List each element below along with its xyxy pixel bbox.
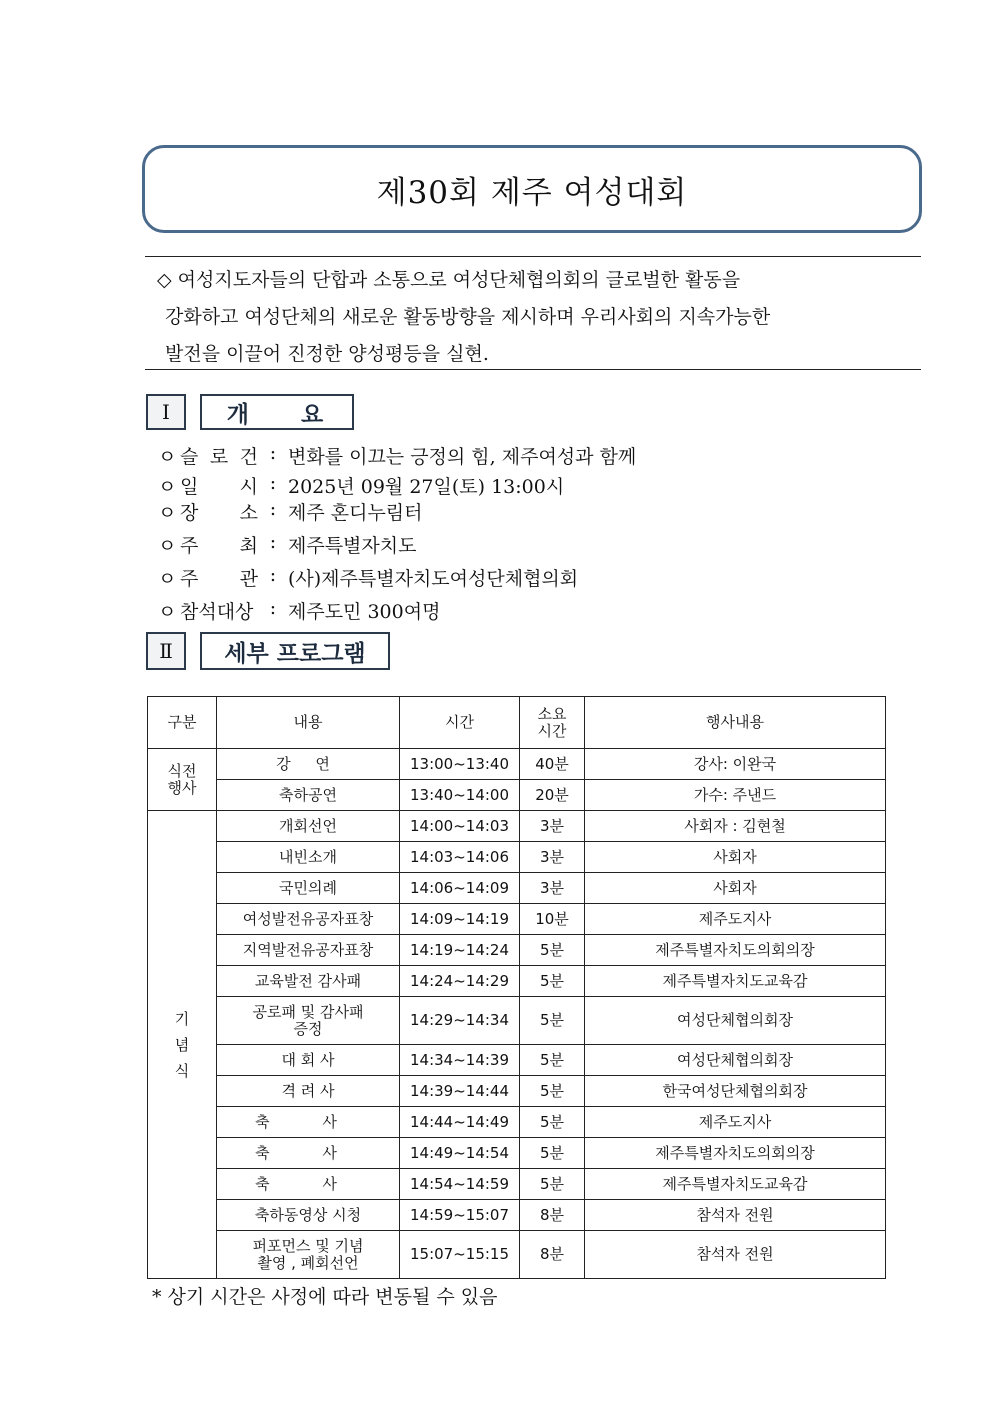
overview-value: 제주 혼디누림터: [288, 502, 423, 524]
table-row: [148, 904, 886, 935]
bullet: ㅇ: [158, 476, 177, 498]
section-1-heading: [146, 394, 354, 430]
colon: :: [269, 442, 277, 464]
header-time: 시간: [400, 697, 520, 749]
row-content: [217, 997, 400, 1045]
group-label-line: 식전: [167, 761, 197, 780]
row-duration: 40분: [520, 749, 585, 780]
row-content-line: 퍼포먼스 및 기념: [252, 1236, 364, 1255]
row-content-line: 촬영 , 폐회선언: [257, 1253, 359, 1272]
row-content: 교육발전 감사패: [217, 966, 400, 997]
overview-item-attendees: [158, 597, 440, 624]
table-row: [148, 966, 886, 997]
header-duration-line: 시간: [537, 721, 567, 740]
bullet: ㅇ: [158, 535, 177, 557]
table-row: [148, 873, 886, 904]
row-time: 14:34~14:39: [400, 1045, 520, 1076]
overview-item-slogan: [158, 442, 636, 469]
row-duration: 5분: [520, 1138, 585, 1169]
table-row: [148, 1138, 886, 1169]
overview-value: 변화를 이끄는 긍정의 힘, 제주여성과 함께: [288, 446, 637, 468]
label-char: 주: [180, 535, 199, 557]
row-duration: 3분: [520, 842, 585, 873]
intro-box: [145, 256, 921, 370]
label-char: 소: [239, 502, 258, 524]
row-content: 격 려 사: [217, 1076, 400, 1107]
row-duration: 8분: [520, 1231, 585, 1279]
label-char: 관: [239, 568, 258, 590]
row-time: 14:19~14:24: [400, 935, 520, 966]
row-content: 대 회 사: [217, 1045, 400, 1076]
group-label-line: 기: [174, 1009, 190, 1028]
label-text: 참석대상: [180, 601, 254, 623]
page-title: 제30회 제주 여성대회: [376, 174, 688, 211]
row-detail: 사회자: [585, 873, 886, 904]
row-detail: 참석자 전원: [585, 1200, 886, 1231]
row-time: 14:39~14:44: [400, 1076, 520, 1107]
row-time: 14:06~14:09: [400, 873, 520, 904]
bullet: ㅇ: [158, 601, 177, 623]
section-1-number: Ⅰ: [146, 394, 186, 430]
row-detail: 제주도지사: [585, 1107, 886, 1138]
header-duration-line: 소요: [537, 704, 567, 723]
row-duration: 5분: [520, 997, 585, 1045]
bullet: ㅇ: [158, 568, 177, 590]
overview-item-venue: [158, 498, 423, 525]
title-box: [142, 145, 922, 233]
row-content-line: 증정: [293, 1019, 323, 1038]
row-detail: 제주도지사: [585, 904, 886, 935]
label-char: 주: [180, 568, 199, 590]
overview-value: 2025년 09월 27일(토) 13:00시: [288, 476, 565, 498]
group-label-line: 식: [174, 1061, 190, 1080]
row-time: 13:00~13:40: [400, 749, 520, 780]
row-content: [217, 1231, 400, 1279]
header-content: 내용: [217, 697, 400, 749]
row-detail: 제주특별자치도의회의장: [585, 935, 886, 966]
table-row: [148, 1107, 886, 1138]
row-time: 14:24~14:29: [400, 966, 520, 997]
row-content: 개회선언: [217, 811, 400, 842]
intro-line-2: 강화하고 여성단체의 새로운 활동방향을 제시하며 우리사회의 지속가능한: [165, 306, 771, 328]
row-content: 축하동영상 시청: [217, 1200, 400, 1231]
group-label-line: 행사: [167, 778, 197, 797]
row-duration: 10분: [520, 904, 585, 935]
row-duration: 5분: [520, 1169, 585, 1200]
row-time: 14:09~14:19: [400, 904, 520, 935]
row-detail: 여성단체협의회장: [585, 1045, 886, 1076]
table-row: [148, 780, 886, 811]
row-detail: 가수: 주낸드: [585, 780, 886, 811]
row-time: 14:00~14:03: [400, 811, 520, 842]
row-content: 여성발전유공자표창: [217, 904, 400, 935]
row-content: 축 사: [217, 1138, 400, 1169]
colon: :: [269, 564, 277, 586]
intro-line-1: ◇ 여성지도자들의 단합과 소통으로 여성단체협의회의 글로벌한 활동을: [157, 269, 741, 291]
overview-value: 제주도민 300여명: [288, 601, 441, 623]
row-content: 축하공연: [217, 780, 400, 811]
table-row: [148, 935, 886, 966]
row-time: 14:44~14:49: [400, 1107, 520, 1138]
header-detail: 행사내용: [585, 697, 886, 749]
table-row: [148, 1200, 886, 1231]
group-ceremony: [148, 811, 217, 1279]
row-content: 지역발전유공자표창: [217, 935, 400, 966]
bullet: ㅇ: [158, 502, 177, 524]
row-detail: 제주특별자치도교육감: [585, 1169, 886, 1200]
group-label-line: 념: [174, 1035, 190, 1054]
program-table: [147, 696, 886, 1279]
row-detail: 한국여성단체협의회장: [585, 1076, 886, 1107]
table-row: [148, 1169, 886, 1200]
row-content: 내빈소개: [217, 842, 400, 873]
bullet: ㅇ: [158, 446, 177, 468]
row-duration: 5분: [520, 935, 585, 966]
row-duration: 3분: [520, 811, 585, 842]
table-row: [148, 749, 886, 780]
row-detail: 여성단체협의회장: [585, 997, 886, 1045]
footnote: * 상기 시간은 사정에 따라 변동될 수 있음: [152, 1286, 498, 1308]
table-row: [148, 1045, 886, 1076]
row-detail: 제주특별자치도의회의장: [585, 1138, 886, 1169]
label-char: 로: [209, 446, 229, 468]
label-char: 장: [180, 502, 199, 524]
colon: :: [269, 597, 277, 619]
table-row: [148, 811, 886, 842]
row-detail: 제주특별자치도교육감: [585, 966, 886, 997]
colon: :: [269, 531, 277, 553]
row-content: 국민의례: [217, 873, 400, 904]
label-char: 최: [239, 535, 258, 557]
row-content: 강 연: [217, 749, 400, 780]
overview-item-organizer: [158, 564, 578, 591]
row-detail: 참석자 전원: [585, 1231, 886, 1279]
row-detail: 사회자 : 김현철: [585, 811, 886, 842]
table-row: [148, 842, 886, 873]
overview-value: 제주특별자치도: [288, 535, 417, 557]
section-2-number: Ⅱ: [146, 632, 186, 670]
colon: :: [269, 498, 277, 520]
section-2-heading: [146, 632, 390, 670]
overview-item-date: [158, 472, 564, 499]
table-row: [148, 997, 886, 1045]
row-time: 15:07~15:15: [400, 1231, 520, 1279]
row-time: 13:40~14:00: [400, 780, 520, 811]
row-time: 14:29~14:34: [400, 997, 520, 1045]
row-time: 14:59~15:07: [400, 1200, 520, 1231]
table-row: [148, 1076, 886, 1107]
row-time: 14:49~14:54: [400, 1138, 520, 1169]
section-2-title: 세부 프로그램: [200, 632, 390, 670]
row-content-line: 공로패 및 감사패: [252, 1002, 364, 1021]
label-char: 일: [180, 476, 199, 498]
row-time: 14:03~14:06: [400, 842, 520, 873]
row-duration: 20분: [520, 780, 585, 811]
row-duration: 8분: [520, 1200, 585, 1231]
label-char: 시: [239, 476, 258, 498]
header-duration: [520, 697, 585, 749]
row-duration: 5분: [520, 966, 585, 997]
section-1-title: 개 요: [200, 394, 354, 430]
row-detail: 강사: 이완국: [585, 749, 886, 780]
row-content: 축 사: [217, 1169, 400, 1200]
label-char: 슬: [180, 446, 199, 468]
row-time: 14:54~14:59: [400, 1169, 520, 1200]
row-duration: 5분: [520, 1107, 585, 1138]
colon: :: [269, 472, 277, 494]
intro-line-3: 발전을 이끌어 진정한 양성평등을 실현.: [165, 343, 489, 365]
table-header-row: [148, 697, 886, 749]
row-duration: 5분: [520, 1076, 585, 1107]
row-duration: 5분: [520, 1045, 585, 1076]
overview-value: (사)제주특별자치도여성단체협의회: [288, 568, 579, 590]
group-pre-event: [148, 749, 217, 811]
row-detail: 사회자: [585, 842, 886, 873]
label-char: 건: [239, 446, 258, 468]
overview-item-host: [158, 531, 416, 558]
row-duration: 3분: [520, 873, 585, 904]
header-category: 구분: [148, 697, 217, 749]
table-row: [148, 1231, 886, 1279]
row-content: 축 사: [217, 1107, 400, 1138]
